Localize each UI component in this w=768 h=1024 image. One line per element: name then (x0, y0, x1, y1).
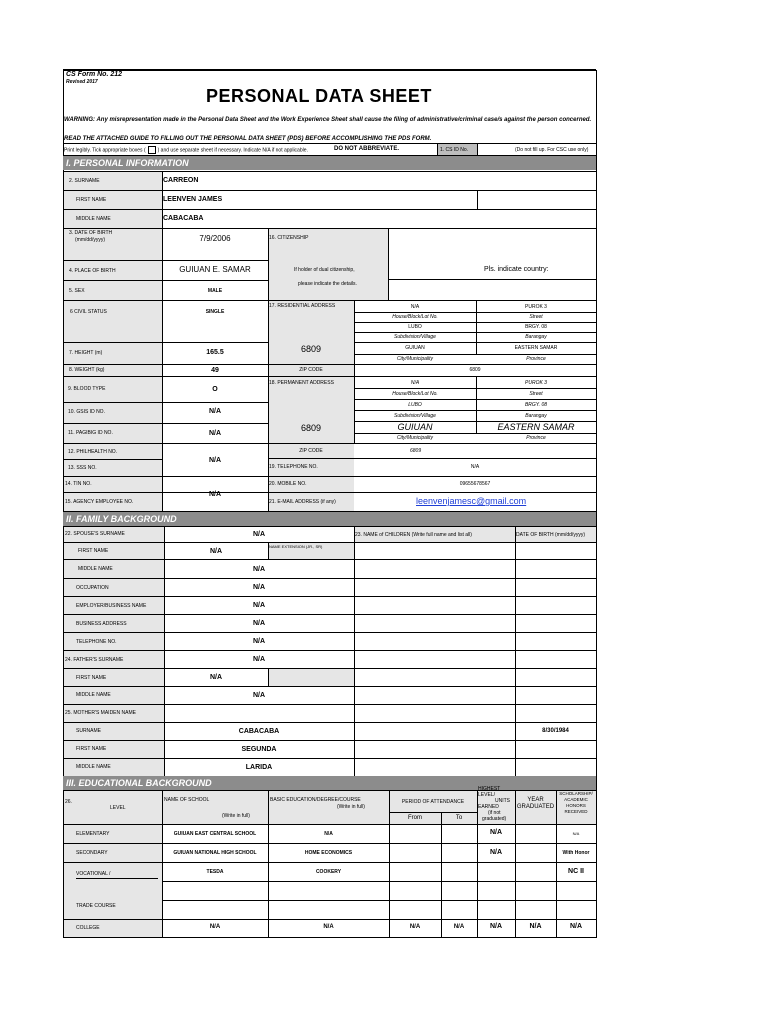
table-rule (477, 190, 478, 209)
mother-first-name-value[interactable]: SEGUNDA (241, 746, 277, 753)
table-rule (63, 423, 268, 424)
section-personal-information: I. PERSONAL INFORMATION (63, 156, 596, 170)
table-rule (63, 459, 162, 460)
address-label-bg (268, 300, 354, 511)
table-rule (515, 526, 516, 776)
mother-dob-value[interactable]: 8/30/1984 (542, 728, 569, 734)
table-rule (63, 228, 596, 229)
school-write-full: (Write in full) (222, 813, 250, 819)
course-write-full: (Write in full) (337, 804, 365, 810)
father-surname-value[interactable]: N/A (252, 656, 266, 663)
perm-city-value[interactable]: GUIUAN (397, 422, 433, 432)
vocational-school[interactable]: TESDA (206, 869, 224, 875)
table-rule (63, 476, 596, 477)
table-rule (354, 322, 596, 323)
mother-middle-name-label: MIDDLE NAME (76, 764, 111, 770)
spouse-middle-name-value[interactable]: N/A (252, 566, 266, 573)
dual-citizenship-note-1: If holder of dual citizenship, (294, 267, 355, 273)
table-rule (63, 740, 596, 741)
do-not-abbreviate: DO NOT ABBREVIATE. (334, 146, 400, 152)
cs-id-label: 1. CS ID No. (440, 147, 469, 153)
table-rule (63, 171, 596, 172)
elementary-school[interactable]: GUIUAN EAST CENTRAL SCHOOL (173, 831, 257, 837)
table-rule (354, 312, 596, 313)
family-label-bg (64, 526, 164, 776)
table-rule (63, 790, 596, 791)
email-link[interactable]: leenvenjamesc@gmail.com (416, 496, 527, 506)
rule (437, 143, 438, 155)
instructions-text (64, 146, 308, 154)
page-title: PERSONAL DATA SHEET (206, 86, 432, 106)
occupation-value[interactable]: N/A (252, 584, 266, 591)
form-number: CS Form No. 212 (66, 71, 123, 78)
table-rule (354, 388, 596, 389)
table-rule (63, 300, 596, 301)
perm-subdivision-value[interactable]: LUBO (408, 402, 422, 408)
college-year[interactable]: N/A (529, 923, 542, 930)
res-zip-label: ZIP CODE (299, 367, 323, 373)
perm-barangay-value[interactable]: BRGY. 08 (524, 402, 548, 408)
level-college: COLLEGE (76, 925, 100, 931)
first-name-value[interactable]: LEENVEN JAMES (163, 196, 223, 203)
telephone-label: 19. TELEPHONE NO. (269, 464, 318, 470)
father-surname-label: 24. FATHER'S SURNAME (65, 657, 124, 663)
blood-type-label: 9. BLOOD TYPE (68, 386, 106, 392)
perm-house-value[interactable]: N/A (410, 380, 420, 386)
res-street-value[interactable]: PUROK 3 (525, 304, 547, 310)
rule (477, 143, 478, 155)
table-rule (76, 878, 158, 879)
table-rule (389, 790, 390, 937)
section-educational-background: III. EDUCATIONAL BACKGROUND (63, 776, 596, 790)
res-subdivision-value[interactable]: LUBO (408, 324, 422, 330)
indicate-country: Pls. indicate country: (484, 266, 549, 273)
father-middle-name-label: MIDDLE NAME (76, 692, 111, 698)
college-school[interactable]: N/A (209, 924, 221, 930)
table-rule (268, 458, 596, 459)
highest-d: EARNED (478, 804, 499, 810)
year-graduated-header (515, 797, 556, 811)
college-honors[interactable]: N/A (569, 923, 583, 930)
res-barangay-value[interactable]: BRGY. 08 (525, 324, 547, 330)
gsis-value[interactable]: N/A (208, 408, 222, 415)
subdivision-caption: Subdivision/Village (394, 413, 436, 419)
highest-level-header (478, 786, 510, 822)
table-rule (164, 526, 165, 776)
table-rule (388, 279, 596, 280)
dual-citizenship-note-2: please indicate the details. (298, 281, 357, 287)
mobile-label: 20. MOBILE NO. (269, 481, 307, 487)
surname-value[interactable]: CARREON (163, 177, 199, 184)
table-rule (388, 228, 389, 300)
level-header: LEVEL (110, 805, 126, 811)
table-rule (441, 812, 442, 937)
mother-surname-value[interactable]: CABACABA (238, 728, 280, 735)
mother-maiden-name-label: 25. MOTHER'S MAIDEN NAME (65, 710, 136, 716)
education-number: 26. (65, 799, 72, 805)
mobile-value[interactable]: 09655678567 (459, 481, 491, 487)
highest-c: UNITS (495, 798, 510, 804)
warning-text: WARNING: Any misrepresentation made in the Personal Data Sheet and the Work Experience Sheet shall cause the filing of administrative/criminal case/s against the person concerned. (64, 117, 592, 123)
cs-id-note: (Do not fill up. For CSC use only) (515, 147, 589, 153)
table-rule (63, 364, 596, 365)
civil-status-label: 6 CIVIL STATUS (70, 309, 107, 315)
street-caption: Street (529, 314, 543, 320)
college-from[interactable]: N/A (409, 924, 421, 930)
weight-label: 8. WEIGHT (kg) (69, 367, 105, 373)
pagibig-value[interactable]: N/A (208, 430, 222, 437)
perm-street-value[interactable]: PUROK 3 (525, 380, 547, 386)
level-vocational: VOCATIONAL / (76, 871, 111, 877)
from-header: From (408, 815, 422, 821)
table-rule (63, 686, 596, 687)
elementary-course[interactable]: N/A (324, 831, 333, 837)
children-dob-label: DATE OF BIRTH (mm/dd/yyyy) (516, 532, 585, 538)
occupation-label: OCCUPATION (76, 585, 109, 591)
table-rule (63, 824, 596, 825)
surname-label: 2. SURNAME (69, 178, 100, 184)
table-rule (63, 526, 596, 527)
rule (63, 143, 596, 144)
year-b: GRADUATED (516, 804, 555, 810)
table-rule (354, 332, 596, 333)
table-rule (63, 843, 596, 844)
highest-e: (if not (488, 810, 501, 816)
table-rule (162, 790, 163, 937)
highest-b: LEVEL/ (478, 792, 495, 798)
residential-address-label: 17. RESIDENTIAL ADDRESS (269, 303, 336, 309)
perm-zip-large: 6809 (300, 423, 322, 433)
table-rule (63, 722, 596, 723)
vocational-course[interactable]: COOKERY (315, 869, 342, 875)
spouse-surname-label: 22. SPOUSE'S SURNAME (65, 531, 125, 537)
res-province-value[interactable]: EASTERN SAMAR (514, 345, 558, 351)
table-rule (63, 758, 596, 759)
to-header: To (455, 815, 463, 821)
height-label: 7. HEIGHT (m) (69, 350, 103, 356)
college-to[interactable]: N/A (453, 924, 465, 930)
vocational-honors[interactable]: NC II (568, 868, 584, 875)
college-units[interactable]: N/A (489, 923, 503, 930)
philhealth-label: 12. PHILHEALTH NO. (68, 449, 118, 455)
table-rule (354, 342, 596, 343)
instructions-part-a: Print legibly. Tick appropriate boxes ( (64, 147, 146, 154)
table-rule (354, 526, 355, 776)
tin-agency-value[interactable]: N/A (208, 491, 222, 498)
perm-province-value[interactable]: EASTERN SAMAR (497, 422, 575, 432)
highest-a: HIGHEST (478, 786, 501, 792)
table-rule (354, 433, 596, 434)
honors-a: SCHOLARSHIP/ (559, 791, 593, 796)
pagibig-label: 11. PAGIBIG ID NO. (68, 430, 113, 436)
table-rule (268, 668, 269, 686)
agency-employee-label: 15. AGENCY EMPLOYEE NO. (65, 499, 134, 505)
employer-value[interactable]: N/A (252, 602, 266, 609)
table-rule (63, 559, 596, 560)
sex-value[interactable]: MALE (207, 288, 223, 294)
spouse-telephone-value[interactable]: N/A (252, 638, 266, 645)
sex-label: 5. SEX (69, 288, 85, 294)
spouse-middle-name-label: MIDDLE NAME (78, 566, 113, 572)
res-city-value[interactable]: GUIUAN (405, 345, 425, 351)
dob-label: 3. DATE OF BIRTH (69, 230, 113, 236)
mother-first-name-label: FIRST NAME (76, 746, 107, 752)
house-caption: House/Block/Lot No. (392, 314, 438, 320)
father-first-name-value[interactable]: N/A (209, 674, 223, 681)
subdivision-caption: Subdivision/Village (394, 334, 436, 340)
table-rule (63, 542, 596, 543)
res-zip-large: 6809 (300, 344, 322, 354)
table-rule (63, 376, 596, 377)
border-right (596, 70, 597, 938)
bottom-rule (63, 937, 597, 938)
revised-year: Revised 2017 (66, 79, 98, 85)
table-rule (63, 492, 596, 493)
business-address-label: BUSINESS ADDRESS (76, 621, 127, 627)
first-name-label: FIRST NAME (76, 197, 107, 203)
honors-header (556, 791, 596, 815)
father-first-name-label: FIRST NAME (76, 675, 107, 681)
level-trade-course: TRADE COURSE (76, 903, 116, 909)
elementary-units[interactable]: N/A (489, 829, 503, 836)
section-family-background: II. FAMILY BACKGROUND (63, 512, 596, 526)
weight-value[interactable]: 49 (211, 367, 219, 374)
father-ext-bg (268, 668, 354, 686)
barangay-caption: Barangay (525, 334, 547, 340)
period-header: PERIOD OF ATTENDANCE (401, 799, 465, 805)
gsis-label: 10. GSIS ID NO. (68, 409, 105, 415)
spouse-telephone-label: TELEPHONE NO. (76, 639, 117, 645)
table-rule (63, 596, 596, 597)
table-rule (268, 443, 596, 444)
employer-label: EMPLOYER/BUSINESS NAME (76, 603, 147, 609)
honors-d: RECEIVED (564, 809, 588, 814)
table-rule (63, 668, 596, 669)
table-rule (354, 354, 596, 355)
table-rule (63, 280, 268, 281)
table-rule (63, 614, 596, 615)
level-secondary: SECONDARY (76, 850, 108, 856)
school-header: NAME OF SCHOOL (164, 797, 210, 803)
secondary-school[interactable]: GUIUAN NATIONAL HIGH SCHOOL (173, 850, 257, 856)
table-rule (63, 342, 268, 343)
pob-label: 4. PLACE OF BIRTH (69, 268, 116, 274)
label-column-bg (64, 171, 162, 511)
table-rule (162, 900, 596, 901)
read-guide-text: READ THE ATTACHED GUIDE TO FILLING OUT THE PERSONAL DATA SHEET (PDS) BEFORE ACCOMPLISHING THE PDS FORM. (64, 136, 432, 142)
secondary-units[interactable]: N/A (489, 849, 503, 856)
citizenship-label: 16. CITIZENSHIP (269, 235, 309, 241)
father-middle-name-value[interactable]: N/A (252, 692, 266, 699)
dob-format: (mm/dd/yyyy) (75, 237, 105, 243)
secondary-honors[interactable]: With Honor (562, 850, 590, 856)
permanent-address-label: 18. PERMANENT ADDRESS (269, 380, 334, 386)
res-house-value[interactable]: N/A (410, 304, 420, 310)
mother-surname-label: SURNAME (76, 728, 102, 734)
level-elementary: ELEMENTARY (76, 831, 110, 837)
table-rule (389, 812, 477, 813)
table-rule (63, 190, 596, 191)
spouse-first-name-label: FIRST NAME (78, 548, 109, 554)
mother-middle-name-value[interactable]: LARIDA (245, 764, 273, 771)
middle-name-value[interactable]: CABACABA (163, 215, 204, 222)
children-label: 23. NAME of CHILDREN (Write full name and list all) (355, 532, 472, 538)
year-a: YEAR (527, 797, 544, 803)
table-rule (63, 260, 268, 261)
table-rule (63, 209, 596, 210)
middle-name-label: MIDDLE NAME (76, 216, 111, 222)
table-rule (63, 650, 596, 651)
spouse-surname-value[interactable]: N/A (252, 531, 266, 538)
blood-type-value[interactable]: O (212, 386, 218, 393)
city-caption: City/Municipality (396, 435, 434, 441)
table-rule (63, 578, 596, 579)
table-rule (63, 704, 596, 705)
table-rule (354, 410, 596, 411)
sss-label: 13. SSS NO. (68, 465, 97, 471)
instructions-part-b: ) and use separate sheet if necessary. Indicate N/A if not applicable. (157, 147, 308, 154)
province-caption: Province (526, 356, 546, 362)
email-label: 21. E-MAIL ADDRESS (if any) (269, 499, 336, 505)
table-rule (63, 632, 596, 633)
top-rule (63, 69, 596, 71)
business-address-value[interactable]: N/A (252, 620, 266, 627)
honors-b: ACADEMIC (564, 797, 588, 802)
table-rule (354, 399, 596, 400)
course-header: BASIC EDUCATION/DEGREE/COURSE (270, 797, 361, 803)
res-zip-value[interactable]: 6809 (469, 367, 481, 373)
table-rule (63, 443, 268, 444)
tin-label: 14. TIN NO. (65, 481, 92, 487)
table-rule (515, 790, 516, 937)
dob-value[interactable]: 7/9/2006 (199, 234, 231, 243)
table-rule (63, 402, 268, 403)
street-caption: Street (529, 391, 543, 397)
highest-f: graduated) (482, 816, 507, 822)
civil-status-value[interactable]: SINGLE (205, 309, 225, 315)
barangay-caption: Barangay (525, 413, 547, 419)
perm-zip-value[interactable]: 6809 (410, 448, 422, 454)
height-value[interactable]: 165.5 (206, 349, 224, 356)
telephone-value[interactable]: N/A (470, 464, 480, 470)
perm-zip-label: ZIP CODE (299, 448, 323, 454)
name-extension-label: NAME EXTENSION (JR., SR) (269, 544, 323, 549)
pob-value[interactable]: GUIUAN E. SAMAR (179, 265, 251, 274)
city-caption: City/Municipality (396, 356, 434, 362)
table-rule (162, 881, 596, 882)
table-rule (63, 862, 596, 863)
table-rule (268, 790, 269, 937)
province-caption: Province (526, 435, 546, 441)
house-caption: House/Block/Lot No. (392, 391, 438, 397)
secondary-course[interactable]: HOME ECONOMICS (304, 850, 353, 856)
checkbox-icon (148, 146, 156, 154)
education-level-bg (64, 824, 162, 938)
table-rule (63, 919, 596, 920)
college-course[interactable]: N/A (323, 924, 334, 930)
honors-c: HONORS (566, 803, 586, 808)
philhealth-sss-value[interactable]: N/A (208, 457, 222, 464)
spouse-first-name-value[interactable]: N/A (209, 548, 223, 555)
elementary-honors[interactable]: N/A (572, 831, 580, 836)
